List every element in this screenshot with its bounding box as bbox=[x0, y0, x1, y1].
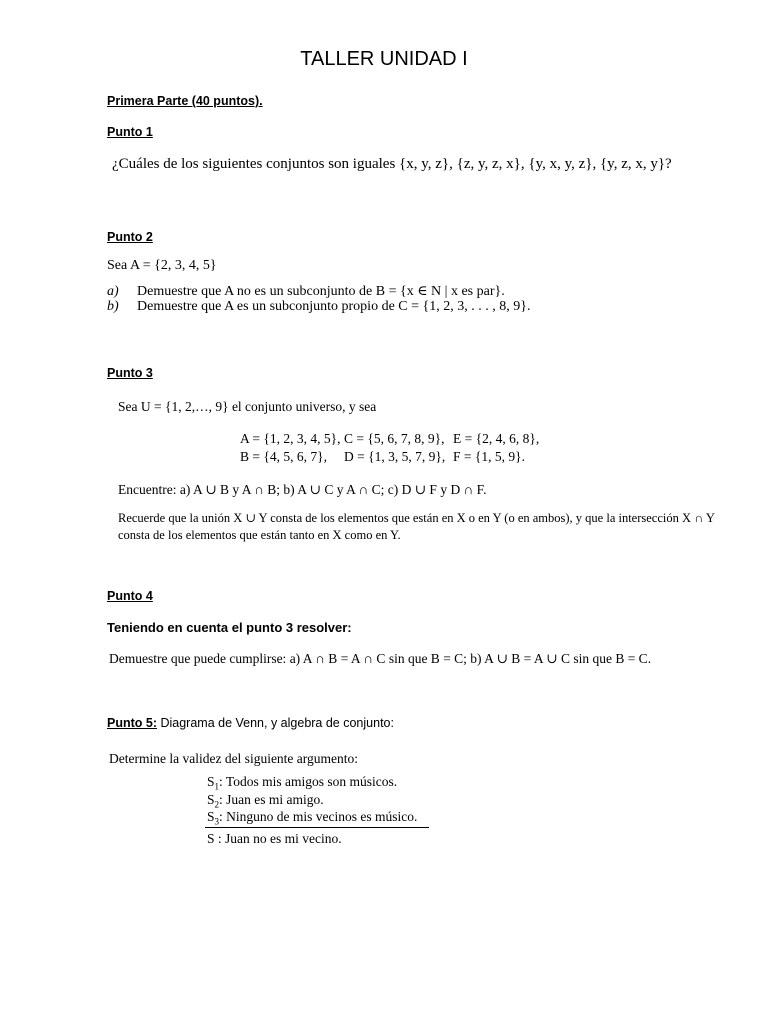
set-e: E = {2, 4, 6, 8}, bbox=[453, 431, 540, 446]
punto3-intro: Sea U = {1, 2,…, 9} el conjunto universo, y sea bbox=[118, 399, 377, 414]
premise-s3-label: S bbox=[207, 809, 215, 824]
punto3-note-line2: consta de los elementos que están tanto en X como en Y. bbox=[118, 528, 401, 542]
premise-s1-label: S bbox=[207, 774, 215, 789]
premise-s1-subscript: 1 bbox=[214, 781, 220, 792]
punto2-item-a-label: a) bbox=[107, 284, 119, 299]
punto2-item-a bbox=[107, 283, 505, 300]
set-c: C = {5, 6, 7, 8, 9}, bbox=[344, 431, 445, 446]
punto3-find: Encuentre: a) A ∪ B y A ∩ B; b) A ∪ C y A ∩ C; c) D ∪ F y D ∩ F. bbox=[118, 482, 487, 497]
punto3-note-line1: Recuerde que la unión X ∪ Y consta de los elementos que están en X o en Y (o en ambos), y que la intersección X ∩ Y bbox=[118, 511, 715, 525]
set-f: F = {1, 5, 9}. bbox=[453, 449, 525, 464]
document-title: TALLER UNIDAD I bbox=[300, 48, 468, 70]
punto5-question: Determine la validez del siguiente argumento: bbox=[109, 751, 359, 766]
punto2-item-b-text: Demuestre que A es un subconjunto propio de C = {1, 2, 3, . . . , 8, 9}. bbox=[137, 299, 531, 314]
conclusion-s: S : Juan no es mi vecino. bbox=[207, 831, 342, 846]
punto2-item-b bbox=[107, 299, 530, 315]
punto3-set-definitions bbox=[240, 430, 539, 466]
premise-s2-label: S bbox=[207, 792, 215, 807]
punto4-intro: Teniendo en cuenta el punto 3 resolver: bbox=[107, 620, 352, 635]
punto2-heading: Punto 2 bbox=[107, 230, 153, 244]
primera-parte-heading: Primera Parte (40 puntos). bbox=[107, 94, 263, 108]
punto1-question: ¿Cuáles de los siguientes conjuntos son iguales {x, y, z}, {z, y, z, x}, {y, x, y, z}, {y, z, x, y}? bbox=[112, 156, 672, 172]
punto4-question: Demuestre que puede cumplirse: a) A ∩ B = A ∩ C sin que B = C; b) A ∪ B = A ∪ C sin que B = C. bbox=[109, 651, 652, 666]
premise-s3 bbox=[207, 809, 417, 827]
set-a: A = {1, 2, 3, 4, 5}, bbox=[240, 431, 341, 446]
punto5-heading bbox=[107, 716, 394, 730]
set-d: D = {1, 3, 5, 7, 9}, bbox=[344, 449, 446, 464]
premise-s1-text: : Todos mis amigos son músicos. bbox=[219, 774, 398, 789]
premise-s2 bbox=[207, 792, 324, 810]
premise-s3-text: : Ninguno de mis vecinos es músico. bbox=[219, 809, 418, 824]
punto3-heading: Punto 3 bbox=[107, 366, 153, 380]
punto4-heading: Punto 4 bbox=[107, 589, 153, 603]
premise-s2-subscript: 2 bbox=[214, 799, 220, 810]
punto5-heading-label: Punto 5: bbox=[107, 716, 157, 730]
punto2-sea: Sea A = {2, 3, 4, 5} bbox=[107, 258, 217, 273]
premise-s3-subscript: 3 bbox=[214, 816, 220, 827]
punto1-heading: Punto 1 bbox=[107, 125, 153, 139]
punto2-item-b-label: b) bbox=[107, 299, 119, 314]
argument-divider bbox=[205, 827, 429, 828]
set-row bbox=[240, 448, 539, 466]
punto2-item-a-text: Demuestre que A no es un subconjunto de B = {x ∈ N | x es par}. bbox=[137, 284, 505, 299]
premise-s2-text: : Juan es mi amigo. bbox=[219, 792, 324, 807]
set-row bbox=[240, 430, 539, 448]
set-b: B = {4, 5, 6, 7}, bbox=[240, 449, 327, 464]
punto5-heading-rest: Diagrama de Venn, y algebra de conjunto: bbox=[157, 716, 394, 730]
premise-s1 bbox=[207, 774, 397, 792]
